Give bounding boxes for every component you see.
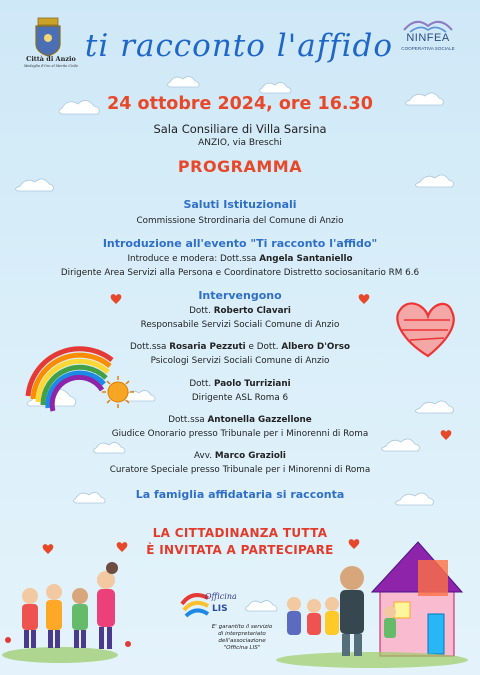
children-drawing-icon [2, 562, 131, 663]
speaker-1 [0, 306, 480, 316]
partner-name: NINFEA [406, 32, 450, 44]
speaker-2-role: Psicologi Servizi Sociali Comune di Anzio [150, 356, 330, 366]
lis-note-line-1: E' garantito il servizio [211, 624, 273, 630]
greetings-heading: Saluti Istituzionali [183, 198, 297, 211]
lis-note-line-2: di interpretariato [218, 631, 266, 637]
city-name: Città di Anzio [26, 55, 76, 63]
event-date: 24 ottobre 2024, ore 16.30 [107, 94, 373, 114]
event-venue: Sala Consiliare di Villa Sarsina [153, 122, 327, 136]
speaker-1-name: Roberto Clavari [213, 306, 291, 316]
speaker-2-name-b: Albero D'Orso [281, 342, 350, 352]
intro-moderator [0, 254, 480, 264]
speaker-2-prefix: Dott.ssa [130, 342, 170, 352]
speaker-5-role: Curatore Speciale presso Tribunale per i Minorenni di Roma [109, 465, 371, 475]
cloud-icon [381, 439, 419, 451]
event-address: ANZIO, via Breschi [198, 138, 282, 148]
cloud-icon [415, 175, 453, 187]
intro-prefix: Introduce e modera: Dott.ssa [127, 254, 260, 264]
cloud-icon [246, 600, 278, 611]
intro-role: Dirigente Area Servizi alla Persona e Coordinatore Distretto sociosanitario RM 6.6 [60, 268, 420, 278]
speaker-4-prefix: Dott.ssa [168, 415, 208, 425]
lis-note-line-3: dell'associazione [218, 638, 266, 644]
programme-heading: PROGRAMMA [177, 157, 303, 176]
speaker-3-name: Paolo Turriziani [214, 379, 291, 389]
speaker-1-prefix: Dott. [189, 306, 214, 316]
lis-note-line-4: "Officina LIS" [223, 645, 261, 651]
cta-line-1: LA CITTADINANZA TUTTA [152, 526, 328, 540]
intro-heading: Introduzione all'evento "Ti racconto l'affido" [102, 237, 378, 250]
cloud-icon [15, 179, 53, 191]
speaker-2-name-a: Rosaria Pezzuti [169, 342, 246, 352]
ninfea-logo-icon [404, 22, 452, 32]
cloud-icon [260, 82, 292, 93]
speakers-heading: Intervengono [198, 289, 282, 302]
partner-subtitle: COOPERATIVA SOCIALE [401, 46, 455, 51]
speaker-5-prefix: Avv. [194, 451, 215, 461]
speaker-3-role: Dirigente ASL Roma 6 [191, 393, 289, 403]
cloud-icon [168, 76, 200, 87]
speaker-4-role: Giudice Onorario presso Tribunale per i Minorenni di Roma [111, 429, 369, 439]
event-title: ti racconto l'affido [84, 28, 394, 64]
intro-name: Angela Santaniello [259, 254, 353, 264]
speaker-1-role: Responsabile Servizi Sociali Comune di Anzio [140, 320, 340, 330]
speaker-4-name: Antonella Gazzellone [207, 415, 312, 425]
speaker-4 [0, 415, 480, 425]
speaker-3-prefix: Dott. [189, 379, 214, 389]
speaker-2 [0, 342, 480, 352]
family-heading: La famiglia affidataria si racconta [135, 488, 345, 501]
greetings-line: Commissione Strordinaria del Comune di Anzio [136, 216, 344, 226]
speaker-5 [0, 451, 480, 461]
city-subtitle: Medaglia d'Oro al Merito Civile [23, 64, 79, 68]
city-crest-icon [36, 18, 60, 56]
cta-line-2: È INVITATA A PARTECIPARE [146, 543, 334, 557]
lis-logo-word-2: LIS [212, 604, 228, 614]
lis-service-note [176, 624, 308, 652]
speaker-5-name: Marco Grazioli [214, 451, 286, 461]
lis-logo-word-1: Officina [205, 592, 237, 601]
speaker-2-join: e Dott. [245, 342, 282, 352]
speaker-3 [0, 379, 480, 389]
